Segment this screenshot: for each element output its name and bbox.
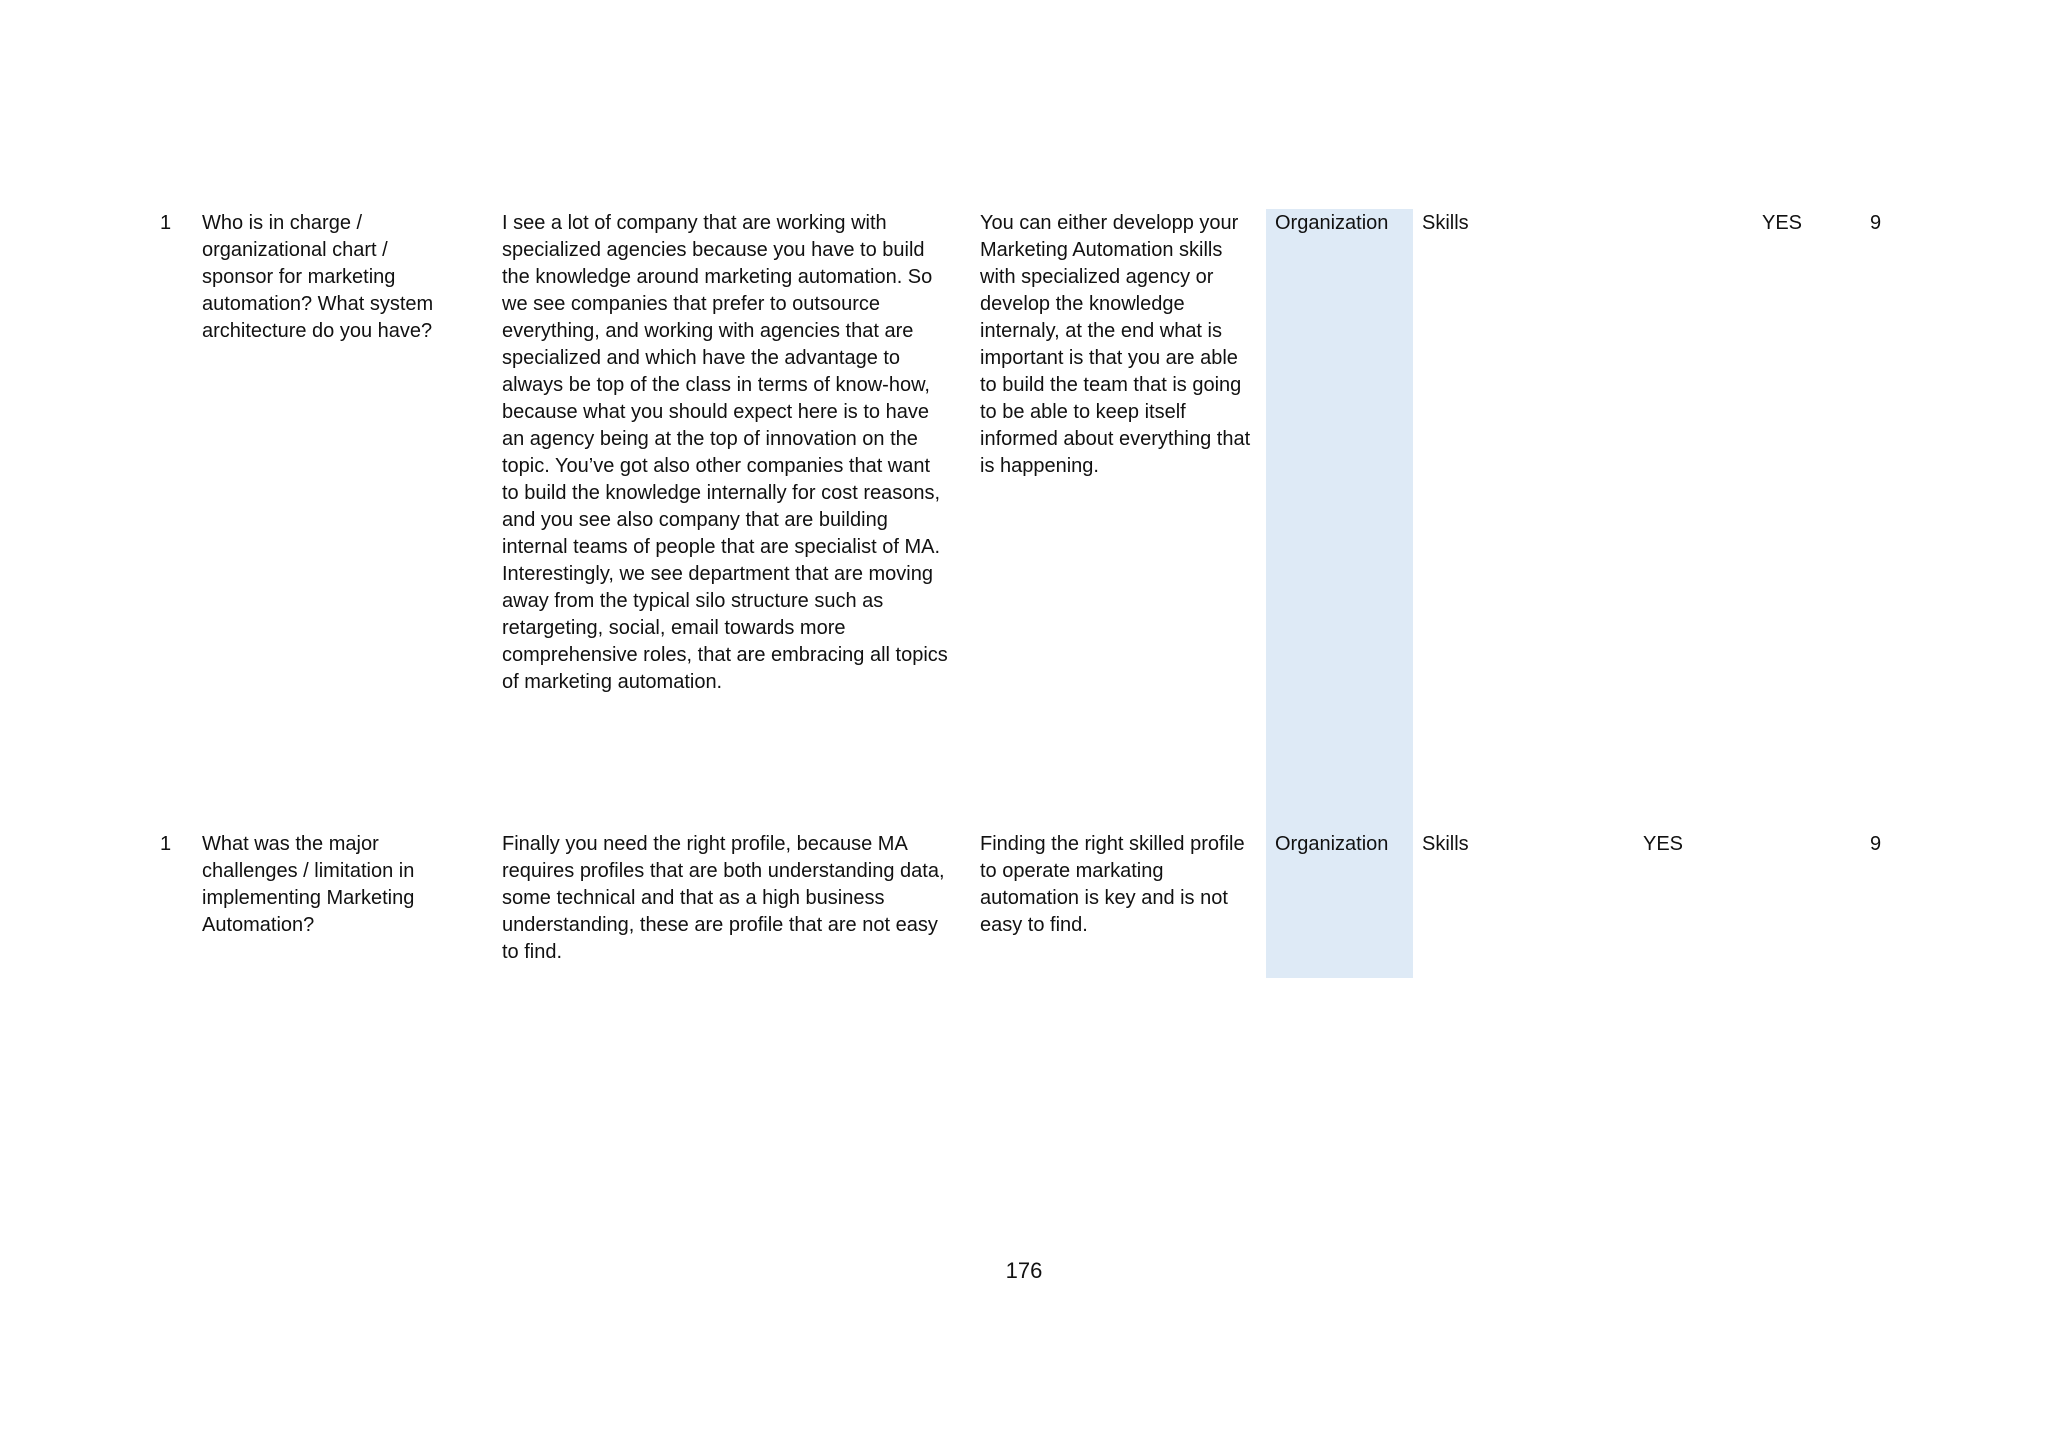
summary-text: Finding the right skilled profile to operate markating automation is key and is not easy to find.	[980, 833, 1245, 936]
subcategory-label: Skills	[1422, 212, 1469, 234]
page-number: 176	[1005, 1258, 1043, 1283]
subcategory-label: Skills	[1422, 833, 1469, 855]
score-value: 9	[1870, 833, 1882, 855]
score-value: 9	[1870, 212, 1882, 234]
category-label: Organization	[1275, 212, 1389, 234]
question-text: Who is in charge / organizational chart / sponsor for marketing automation? What system architecture do you have?	[202, 212, 434, 342]
answer-text: Finally you need the right profile, because MA requires profiles that are both understanding data, some technical and that as a high business understanding, these are profile that are not easy to find.	[502, 833, 945, 963]
category-column-highlight	[1266, 209, 1413, 978]
flag-value: YES	[1762, 212, 1803, 234]
question-text: What was the major challenges / limitation in implementing Marketing Automation?	[202, 833, 415, 936]
answer-text: I see a lot of company that are working with specialized agencies because you have to build the knowledge around marketing automation. So we see companies that prefer to outsource everything, and working with agencies that are specialized and which have the advantage to always be top of the class in terms of know-how, because what you should expect here is to have an agency being at the top of innovation on the topic. You’ve got also other companies that want to build the knowledge internally for cost reasons, and you see also company that are building internal teams of people that are specialist of MA. Interestingly, we see department that are moving away from the typical silo structure such as retargeting, social, email towards more comprehensive roles, that are embracing all topics of marketing automation.	[502, 212, 948, 693]
row-number: 1	[160, 212, 172, 234]
summary-text: You can either developp your Marketing Automation skills with specialized agency or develop the knowledge internaly, at the end what is important is that you are able to build the team that is going to be able to keep itself informed about everything that is happening.	[980, 212, 1251, 477]
flag-value: YES	[1643, 833, 1684, 855]
category-label: Organization	[1275, 833, 1389, 855]
row-number: 1	[160, 833, 172, 855]
